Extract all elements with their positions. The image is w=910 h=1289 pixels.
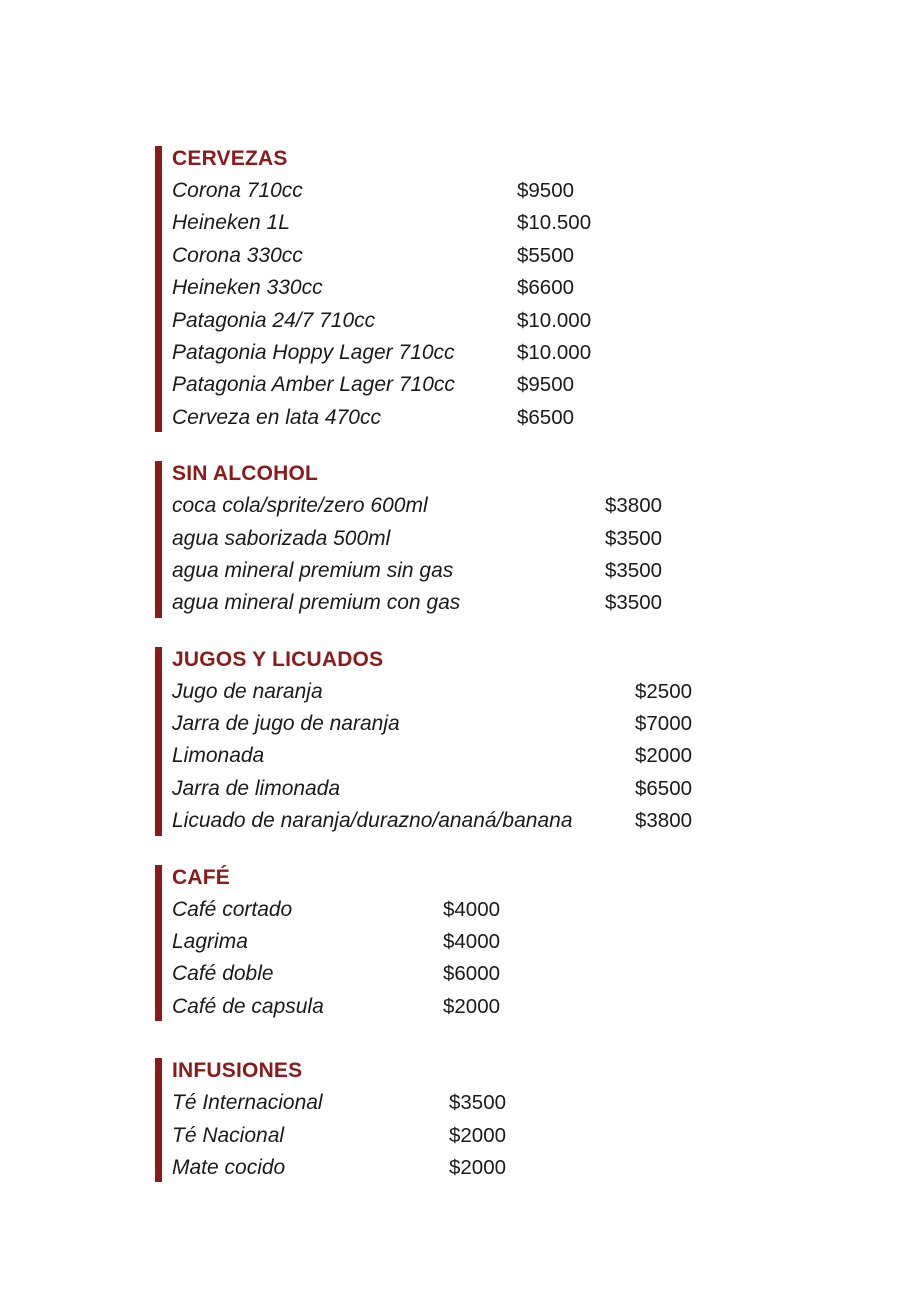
menu-item-row [172,272,875,304]
menu-item-row [172,1087,875,1119]
menu-item-price: $10.000 [517,308,592,332]
menu-item-name: agua saborizada 500ml [172,526,391,550]
section-title: CERVEZAS [172,147,288,170]
menu-item-row [172,926,875,958]
menu-item-price: $2000 [449,1123,507,1147]
menu-item-row [172,740,875,772]
menu-section [155,143,875,434]
menu-item-price: $5500 [517,243,575,267]
menu-item-price: $9500 [517,373,575,397]
menu-item-price: $6600 [517,276,575,300]
menu-item-name: Limonada [172,744,265,768]
section-title: INFUSIONES [172,1059,303,1083]
menu-item-name: Té Internacional [172,1091,323,1115]
menu-item-price: $10.000 [517,340,592,364]
menu-item-price: $7000 [635,712,693,736]
menu-item-row [172,587,875,619]
menu-item-price: $6000 [443,962,501,986]
menu-item-row [172,305,875,337]
menu-item-row [172,207,875,239]
section-title: CAFÉ [172,865,230,889]
menu-item-price: $3800 [635,809,693,833]
menu-item-name: agua mineral premium con gas [172,591,461,615]
menu-section [155,644,875,838]
menu-item-row [172,523,875,555]
menu-item-name: Té Nacional [172,1123,285,1147]
menu-item-name: Jarra de limonada [172,776,341,800]
menu-item-price: $3500 [605,591,663,615]
menu-item-row [172,958,875,990]
menu-item-row [172,240,875,272]
section-accent-bar [155,865,162,1022]
menu-item-row [172,991,875,1023]
menu-item-name: Café de capsula [172,994,324,1018]
menu-item-row [172,337,875,369]
menu-item-name: Café cortado [172,897,293,921]
menu-item-price: $3800 [605,494,663,518]
menu-item-row [172,1120,875,1152]
menu-section [155,862,875,1024]
menu-item-row [172,773,875,805]
section-accent-bar [155,146,162,432]
section-accent-bar [155,1058,162,1182]
menu-item-name: agua mineral premium sin gas [172,558,454,582]
menu-item-name: Lagrima [172,930,248,954]
menu-item-row [172,175,875,207]
menu-item-price: $2000 [443,994,501,1018]
menu-section [155,458,875,620]
menu-item-name: Corona 330cc [172,243,303,267]
menu-item-row [172,894,875,926]
menu-item-price: $10.500 [517,211,592,235]
section-accent-bar [155,647,162,836]
menu-item-row [172,490,875,522]
menu-item-price: $2000 [449,1155,507,1179]
menu-item-row [172,369,875,401]
menu-item-row [172,402,875,434]
menu-item-name: Café doble [172,962,274,986]
menu-item-name: Patagonia 24/7 710cc [172,308,376,332]
menu-item-price: $4000 [443,897,501,921]
menu-item-price: $4000 [443,930,501,954]
menu-item-row [172,708,875,740]
menu-item-name: Heineken 1L [172,211,290,235]
menu-item-price: $6500 [517,405,575,429]
menu-item-name: Heineken 330cc [172,276,323,300]
section-accent-bar [155,461,162,618]
menu-item-name: Licuado de naranja/durazno/ananá/banana [172,809,573,833]
section-title: JUGOS Y LICUADOS [172,647,384,671]
menu-item-price: $3500 [605,558,663,582]
menu-item-name: Patagonia Hoppy Lager 710cc [172,340,455,364]
menu-item-name: Jugo de naranja [172,679,323,703]
section-title: SIN ALCOHOL [172,462,319,486]
menu-item-row [172,555,875,587]
menu-item-price: $2500 [635,679,693,703]
menu-item-price: $6500 [635,776,693,800]
menu-item-price: $2000 [635,744,693,768]
menu-item-name: coca cola/sprite/zero 600ml [172,494,428,518]
menu-section [155,1055,875,1184]
menu-item-price: $9500 [517,179,575,202]
menu-item-row [172,676,875,708]
menu-item-name: Patagonia Amber Lager 710cc [172,373,455,397]
menu-item-name: Cerveza en lata 470cc [172,405,381,429]
menu-item-price: $3500 [605,526,663,550]
menu-item-name: Jarra de jugo de naranja [172,712,400,736]
menu-item-name: Mate cocido [172,1155,286,1179]
menu-item-price: $3500 [449,1091,507,1115]
menu-item-name: Corona 710cc [172,179,303,202]
menu-item-row [172,1152,875,1184]
menu-item-row [172,805,875,837]
